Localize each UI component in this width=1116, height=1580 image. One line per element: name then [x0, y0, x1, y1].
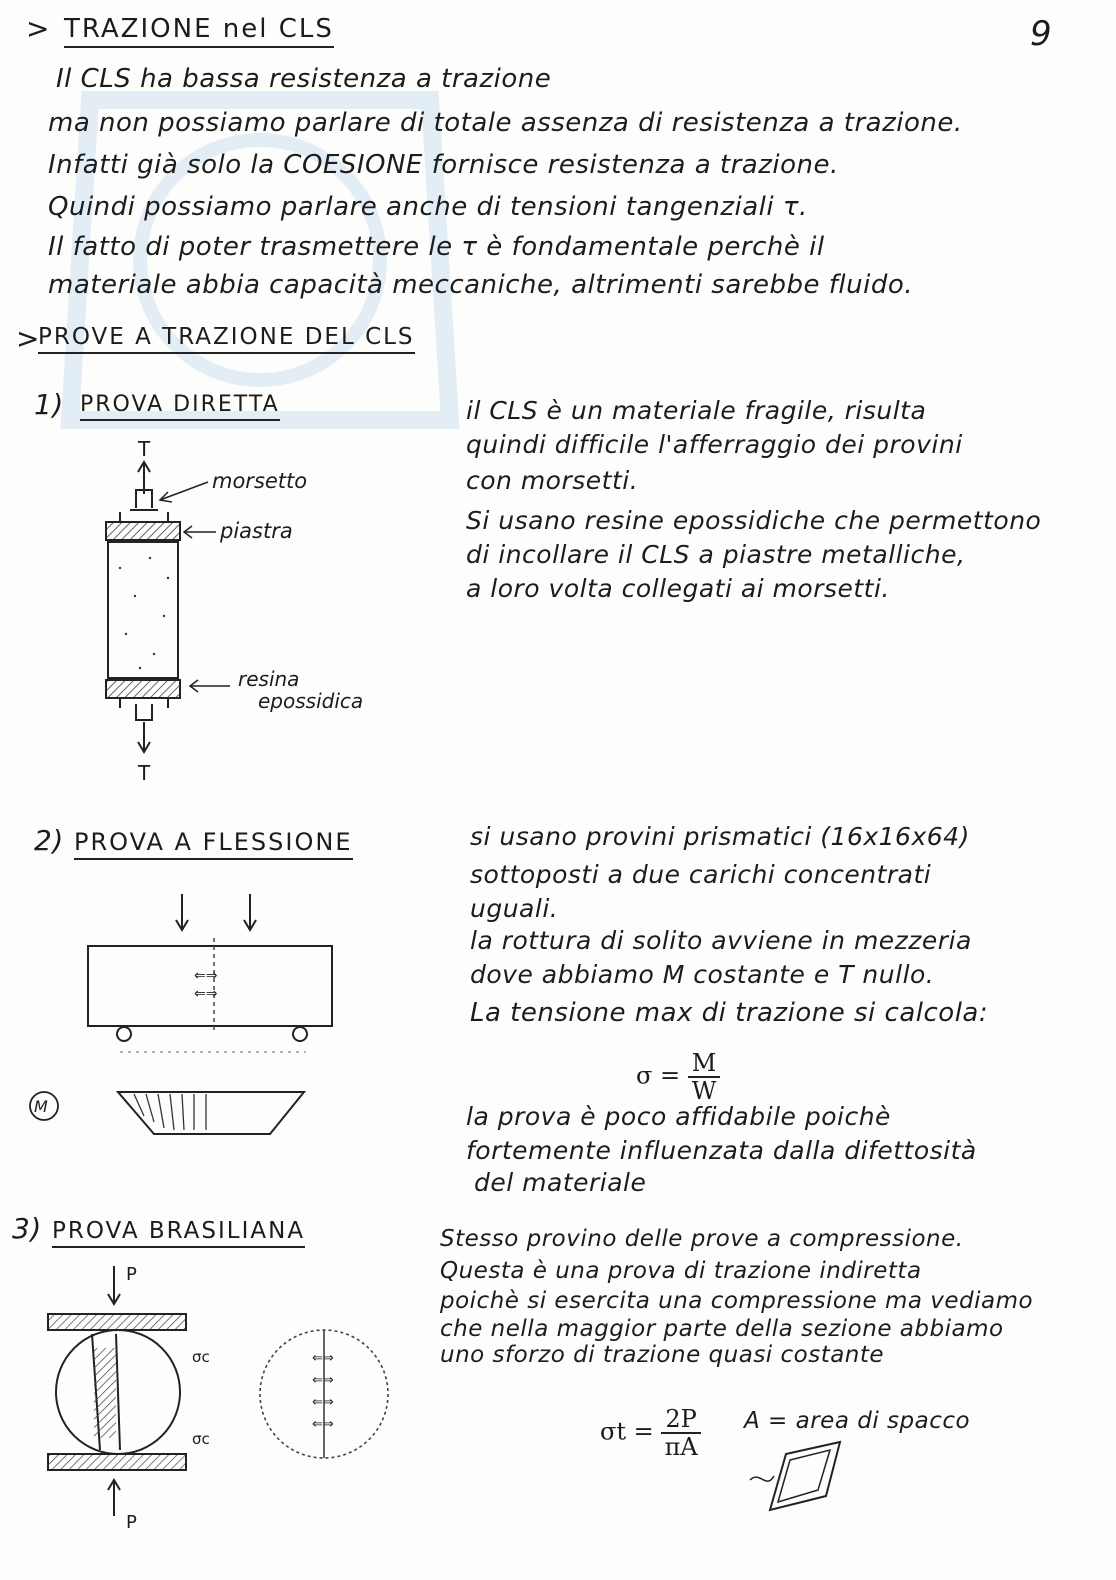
- prova3-text-2: Questa è una prova di trazione indiretta: [440, 1258, 922, 1284]
- section-title-trazione: TRAZIONE nel CLS: [64, 14, 334, 48]
- section-arrow-2: >: [16, 322, 40, 355]
- formula-den-t: πA: [664, 1433, 698, 1461]
- prova3-title: PROVA BRASILIANA: [52, 1218, 305, 1248]
- prova2-number: 2): [34, 824, 64, 857]
- section-arrow: >: [26, 12, 50, 45]
- label-p-top: P: [126, 1264, 137, 1285]
- prova3-text-5: uno sforzo di trazione quasi costante: [440, 1342, 885, 1368]
- svg-text:⇐⇒: ⇐⇒: [194, 986, 218, 1002]
- label-epossidica: epossidica: [258, 689, 364, 713]
- svg-text:⇐⇒: ⇐⇒: [312, 1395, 334, 1410]
- prova2-text-2: sottoposti a due carichi concentrati: [470, 860, 932, 889]
- intro-line-6: materiale abbia capacità meccaniche, altrimenti sarebbe fluido.: [48, 270, 913, 300]
- label-resina: resina: [238, 667, 300, 691]
- provino-cilindrico: [108, 542, 178, 678]
- support-right: [293, 1027, 307, 1041]
- piastra-top: [106, 522, 180, 540]
- prova2-text2-3: del materiale: [474, 1168, 647, 1197]
- area-note: A = area di spacco: [744, 1408, 971, 1434]
- intro-line-4: Quindi possiamo parlare anche di tensioni tangenziali τ.: [48, 192, 808, 222]
- prova1-title: PROVA DIRETTA: [80, 392, 280, 421]
- svg-text:⇐⇒: ⇐⇒: [312, 1417, 334, 1432]
- piastra-bottom-brasiliana: [48, 1454, 186, 1470]
- prova2-text-1: si usano provini prismatici (16x16x64): [470, 822, 970, 851]
- prova1-text-2: quindi difficile l'afferraggio dei provini: [466, 430, 963, 459]
- intro-line-3: Infatti già solo la COESIONE fornisce resistenza a trazione.: [48, 150, 839, 180]
- prova1-text-1: il CLS è un materiale fragile, risulta: [466, 396, 927, 425]
- formula-num-t: 2P: [661, 1406, 700, 1434]
- intro-line-2: ma non possiamo parlare di totale assenza di resistenza a trazione.: [48, 108, 963, 138]
- formula-num: M: [688, 1050, 721, 1078]
- prova-diretta-diagram: [80, 428, 420, 798]
- intro-line-5: Il fatto di poter trasmettere le τ è fondamentale perchè il: [48, 232, 825, 262]
- prova2-title: PROVA A FLESSIONE: [74, 828, 353, 860]
- formula-sigma-flessione: [636, 1050, 720, 1104]
- piastra-top-brasiliana: [48, 1314, 186, 1330]
- prova1-text-4: Si usano resine epossidiche che permettono: [466, 506, 1042, 535]
- prova3-text-3: poichè si esercita una compressione ma vediamo: [440, 1288, 1034, 1314]
- page-number: 9: [1030, 14, 1053, 54]
- svg-text:⇐⇒: ⇐⇒: [312, 1351, 334, 1366]
- formula-lhs-t: σt =: [600, 1417, 654, 1446]
- support-left: [117, 1027, 131, 1041]
- moment-label: M: [34, 1097, 48, 1116]
- prova2-text-6: La tensione max di trazione si calcola:: [470, 998, 989, 1028]
- crack-marks: ⇐⇒: [194, 968, 218, 984]
- moment-diagram: [22, 1084, 322, 1144]
- force-label-bottom: T: [138, 761, 151, 785]
- intro-line-1: Il CLS ha bassa resistenza a trazione: [56, 64, 552, 94]
- force-label-top: T: [138, 437, 151, 461]
- section-title-prove: PROVE A TRAZIONE DEL CLS: [38, 324, 415, 354]
- prova3-text-1: Stesso provino delle prove a compressione.: [440, 1226, 964, 1252]
- label-sigma-2: σc: [192, 1430, 210, 1448]
- prova1-text-6: a loro volta collegati ai morsetti.: [466, 574, 890, 603]
- prova2-text-5: dove abbiamo M costante e T nullo.: [470, 960, 935, 989]
- svg-text:⇐⇒: ⇐⇒: [312, 1373, 334, 1388]
- prova2-text-3: uguali.: [470, 894, 559, 923]
- prova1-number: 1): [34, 388, 64, 421]
- prova-brasiliana-diagram: [30, 1262, 430, 1562]
- label-p-bottom: P: [126, 1512, 137, 1533]
- prova2-text2-1: la prova è poco affidabile poichè: [466, 1102, 891, 1131]
- prova2-text-4: la rottura di solito avviene in mezzeria: [470, 926, 972, 955]
- prova3-text-4: che nella maggior parte della sezione abbiamo: [440, 1316, 1004, 1342]
- area-spacco-sketch: [740, 1440, 860, 1530]
- prova-flessione-diagram: [80, 890, 350, 1060]
- piastra-bottom: [106, 680, 180, 698]
- prova3-number: 3): [12, 1212, 42, 1245]
- formula-den: W: [691, 1077, 717, 1105]
- formula-sigma-t: [600, 1406, 701, 1460]
- prova1-text-3: con morsetti.: [466, 466, 639, 495]
- prova1-text-5: di incollare il CLS a piastre metalliche,: [466, 540, 966, 569]
- label-morsetto: morsetto: [212, 469, 308, 493]
- formula-lhs: σ =: [636, 1061, 681, 1090]
- label-sigma-1: σc: [192, 1348, 210, 1366]
- prova2-text2-2: fortemente influenzata dalla difettosità: [466, 1136, 977, 1165]
- label-piastra: piastra: [220, 519, 293, 543]
